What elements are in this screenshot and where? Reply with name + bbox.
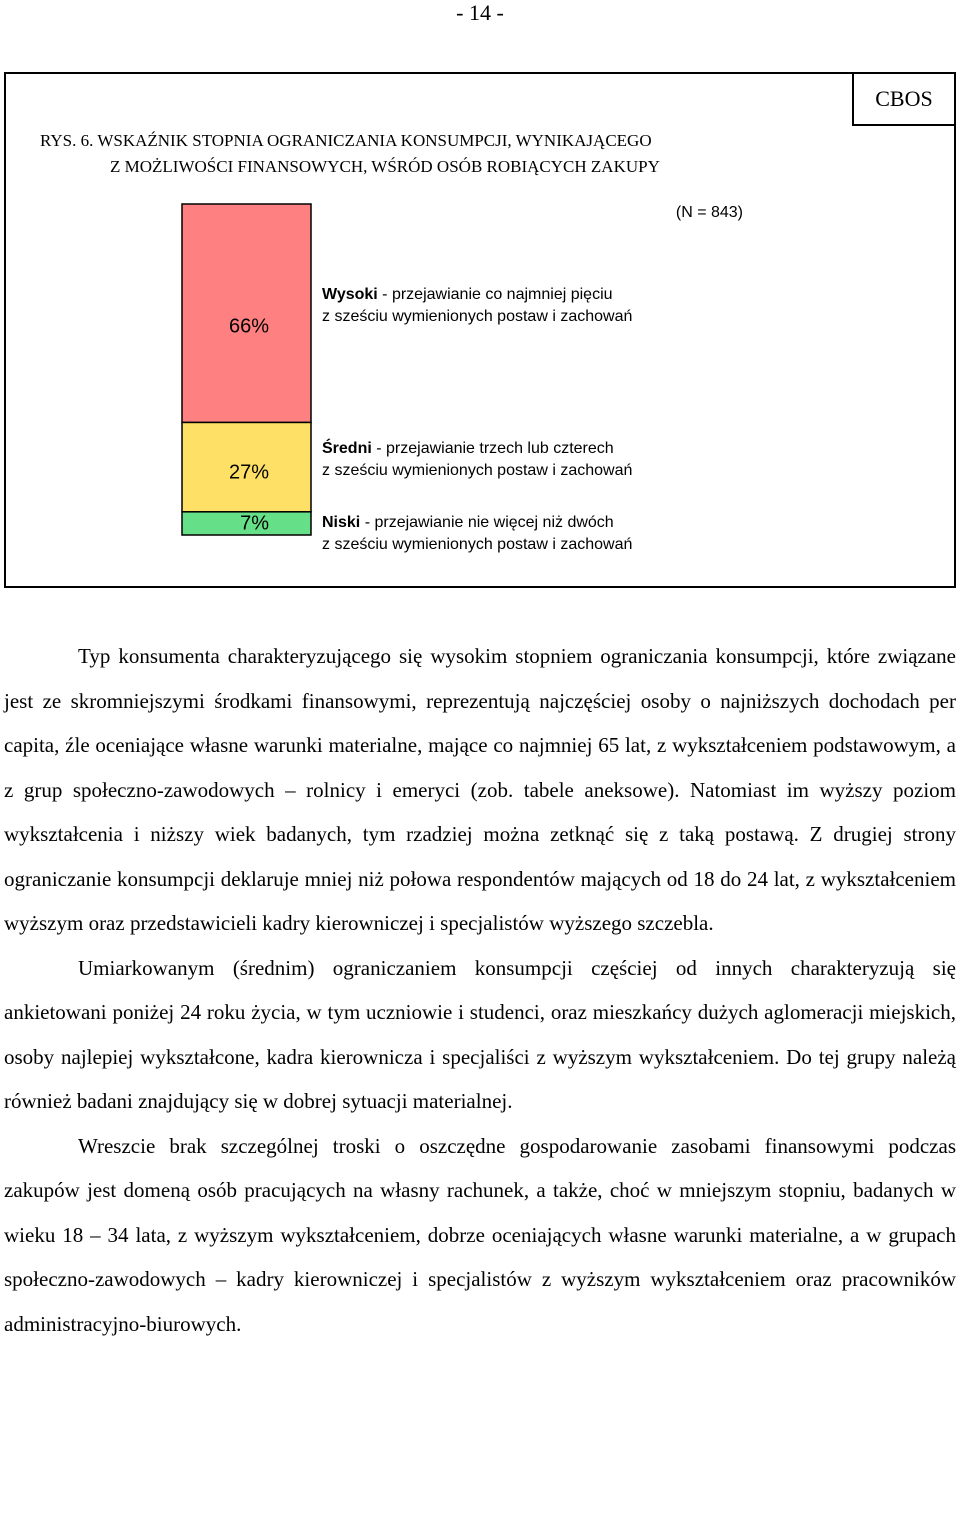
figure-label: RYS. 6. [40,131,94,150]
source-label: CBOS [852,72,956,126]
bar-high [182,204,311,422]
body-text [4,634,956,1346]
bar-value-label: 27% [228,461,269,484]
figure-title-line2: Z MOŻLIWOŚCI FINANSOWYCH, WŚRÓD OSÓB ROBIĄCYCH ZAKUPY [110,157,660,176]
legend-entry-high: Wysoki - przejawianie co najmniej pięciu z sześciu wymienionych postaw i zachowań [322,286,633,325]
paragraph: Umiarkowanym (średnim) ograniczaniem konsumpcji częściej od innych charakteryzują się ankietowani poniżej 24 roku życia, w tym uczniowie i studenci, oraz mieszkańcy dużych aglomeracji miejskich, osoby najlepiej wykształcone, kadra kierownicza i specjaliści z wyższym wykształceniem. Do tej grupy należą również badani znajdujący się w dobrej sytuacji materialnej. [4,955,956,1113]
figure-title-line1: RYS. 6. WSKAŹNIK STOPNIA OGRANICZANIA KONSUMPCJI, WYNIKAJĄCEGO [40,131,652,150]
page-number: - 14 - [456,0,504,25]
bar-value-label: 66% [228,315,269,338]
paragraph: Wreszcie brak szczególnej troski o oszczędne gospodarowanie zasobami finansowymi podczas zakupów jest domeną osób pracujących na własny rachunek, a także, choć w mniejszym stopniu, badanych w wieku 18 – 34 lata, z wyższym wykształceniem, dobrze oceniających własne warunki materialne, a w grupach społeczno-zawodowych – kadry kierowniczej i specjalistów z wyższym wykształceniem oraz pracowników administracyjno-biurowych. [4,1133,956,1336]
legend-category: Średni [322,440,372,457]
legend-entry-low: Niski - przejawianie nie więcej niż dwóch z sześciu wymienionych postaw i zachowań [322,514,633,553]
sample-size-label: (N = 843) [675,204,743,221]
legend-entry-medium: Średni - przejawianie trzech lub czterech z sześciu wymienionych postaw i zachowań [322,440,633,479]
legend-category: Niski [322,514,361,531]
paragraph: Typ konsumenta charakteryzującego się wysokim stopniem ograniczania konsumpcji, które związane jest ze skromniejszymi środkami finansowymi, reprezentują najczęściej osoby o najniższych dochodach per capita, źle oceniające własne warunki materialne, mające co najmniej 65 lat, z wykształceniem podstawowym, a z grup społeczno-zawodowych – rolnicy i emeryci (zob. tabele aneksowe). Natomiast im wyższy poziom wykształcenia i niższy wiek badanych, tym rzadziej można zetknąć się z taką postawą. Z drugiej strony ograniczanie konsumpcji deklaruje mniej niż połowa respondentów mających od 18 do 24 lat, z wykształceniem wyższym oraz przedstawicieli kadry kierowniczej i specjalistów wyższego szczebla. [4,644,956,935]
bar-value-label: 7% [240,512,269,535]
legend-category: Wysoki [322,286,378,303]
